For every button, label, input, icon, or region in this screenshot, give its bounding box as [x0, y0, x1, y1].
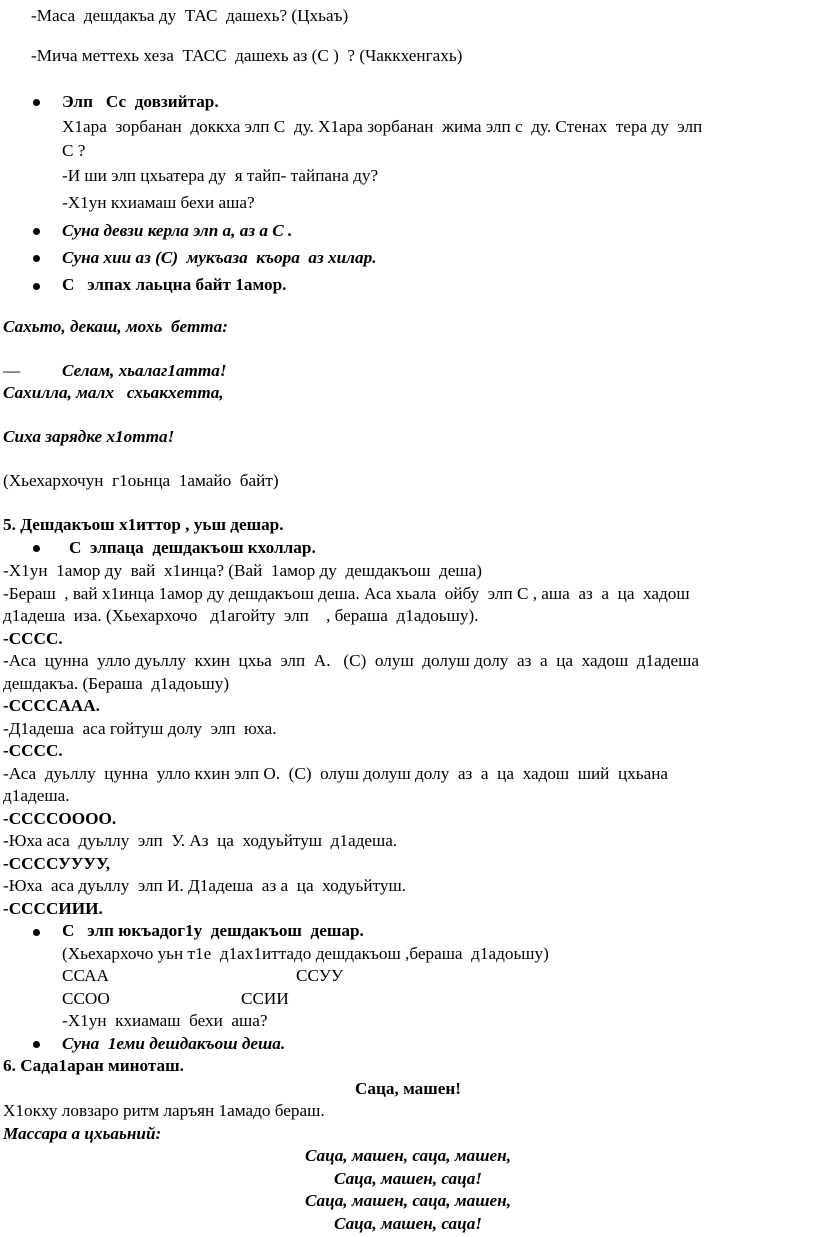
text-line: С элпаца дешдакъош кхоллар.	[69, 538, 316, 557]
text-line: -И ши элп цхьатера ду я тайп- тайпана ду?	[62, 166, 379, 185]
bullet-icon	[33, 228, 40, 235]
text-line: (Хьехархочун г1оьнца 1амайо байт)	[3, 471, 279, 490]
bullet-icon	[33, 1041, 40, 1048]
text-line: Массара а цхьаьний:	[3, 1124, 162, 1143]
text-line: -Мича меттехь хеза ТАСС дашехь аз (С ) ? (Чаккхенгахь)	[31, 46, 463, 65]
text-line: -СССС.	[3, 741, 63, 760]
text-line: -Аса дуьллу цунна улло кхин элп О. (С) олуш долуш долу аз а ца хадош ший цхьана	[3, 764, 669, 783]
text-line: -Х1ун кхиамаш бехи аша?	[62, 193, 255, 212]
text-line: -ССССУУУУ,	[3, 854, 111, 873]
text-line: С элп юкъадог1у дешдакъош дешар.	[62, 921, 364, 940]
text-line: д1адеша.	[3, 786, 70, 805]
text-line: -Аса цунна улло дуьллу кхин цхьа элп А. (С) олуш долуш долу аз а ца хадош д1адеша	[3, 651, 699, 670]
text-line: -Юха аса дуьллу элп И. Д1адеша аз а ца ходуьйтуш.	[3, 876, 406, 895]
syllable-item: ССОО	[62, 989, 110, 1008]
text-line: Сиха зарядке х1отта!	[3, 427, 175, 446]
text-line: Сахьто, декаш, мохь бетта:	[3, 317, 228, 336]
text-line: Х1окху ловзаро ритм ларъян 1амадо бераш.	[3, 1101, 325, 1120]
dash-mark: —	[3, 361, 21, 380]
text-line: Суна 1еми дешдакъош деша.	[62, 1034, 286, 1053]
syllable-item: ССИИ	[241, 989, 289, 1008]
syllable-item: ССУУ	[296, 966, 344, 985]
text-line: д1адеша иза. (Хьехархочо д1агойту элп , бераша д1адоьшу).	[3, 606, 479, 625]
text-line: Сахилла, малх схьакхетта,	[3, 383, 224, 402]
text-line: -ССССОООО.	[3, 809, 117, 828]
text-line: -СССС.	[3, 629, 63, 648]
text-line: -Д1адеша аса гойтуш долу элп юха.	[3, 719, 277, 738]
poem-line: Саца, машен, саца!	[334, 1214, 482, 1233]
text-line: Селам, хьалаг1атта!	[62, 361, 227, 380]
text-line: -Юха аса дуьллу элп У. Аз ца ходуьйтуш д1адеша.	[3, 831, 398, 850]
section-heading: 6. Сада1аран миноташ.	[3, 1056, 184, 1075]
bullet-icon	[33, 99, 40, 106]
text-line: Х1ара зорбанан доккха элп С ду. Х1ара зорбанан жима элп с ду. Стенах тера ду элп	[62, 117, 703, 136]
text-line: -ССССИИИ.	[3, 899, 103, 918]
poem-line: Саца, машен, саца!	[334, 1169, 482, 1188]
poem-title: Саца, машен!	[354, 1079, 462, 1098]
text-line: С элпах лаьцна байт 1амор.	[62, 275, 287, 294]
bullet-icon	[33, 283, 40, 290]
section-heading: Элп Сс довзийтар.	[62, 92, 219, 111]
text-line: -Х1ун 1амор ду вай х1инца? (Вай 1амор ду дешдакъош деша)	[3, 561, 483, 580]
section-heading: 5. Дешдакъош х1иттор , уьш дешар.	[3, 515, 284, 534]
text-line: -Маса дешдакъа ду ТАС дашехь? (Цхьаъ)	[31, 6, 349, 25]
bullet-icon	[33, 545, 40, 552]
bullet-icon	[33, 929, 40, 936]
text-line: дешдакъа. (Бераша д1адоьшу)	[3, 674, 230, 693]
syllable-item: ССАА	[62, 966, 109, 985]
poem-line: Саца, машен, саца, машен,	[304, 1191, 512, 1210]
text-line: -Бераш , вай х1инца 1амор ду дешдакъош деша. Аса хьала ойбу элп С , аша аз а ца хадош	[3, 584, 690, 603]
text-line: -СССCААА.	[3, 696, 100, 715]
text-line: С ?	[62, 141, 86, 160]
text-line: Суна хии аз (С) мукъаза къора аз хилар.	[62, 248, 377, 267]
bullet-icon	[33, 255, 40, 262]
text-line: Суна девзи керла элп а, аз а С .	[62, 221, 293, 240]
text-line: (Хьехархочо уьн т1е д1ах1иттадо дешдакъош ,бераша д1адоьшу)	[62, 944, 549, 963]
text-line: -Х1ун кхиамаш бехи аша?	[62, 1011, 268, 1030]
poem-line: Саца, машен, саца, машен,	[304, 1146, 512, 1165]
